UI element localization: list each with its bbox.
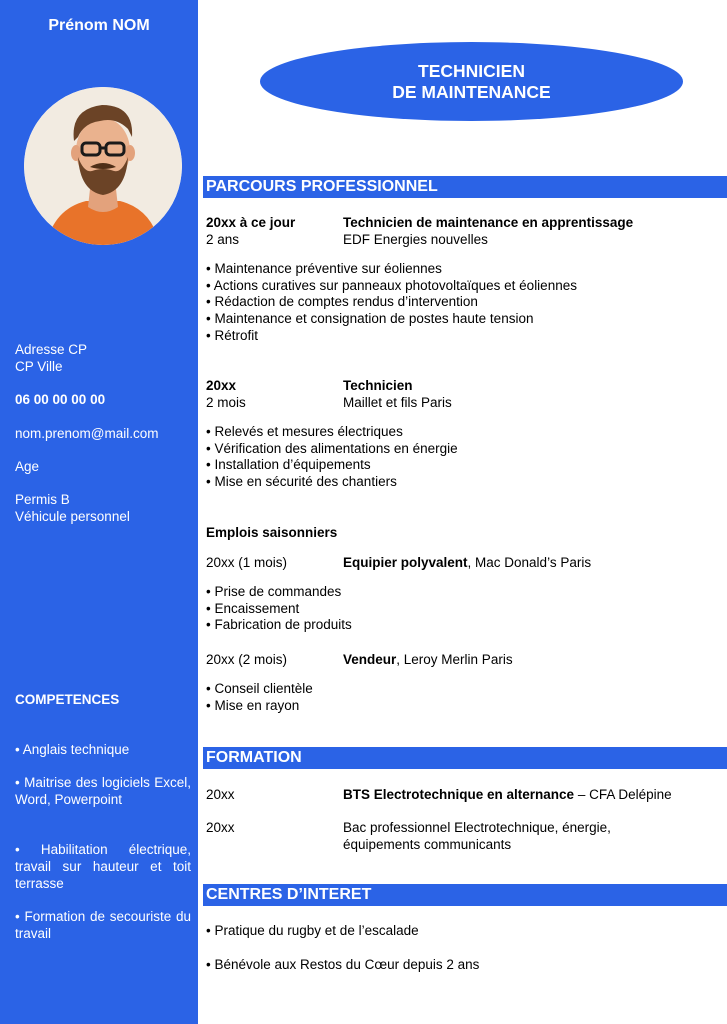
job-task: • Conseil clientèle <box>206 681 313 698</box>
job-period: 20xx (2 mois) <box>206 652 288 667</box>
job-title-line1: TECHNICIEN <box>418 60 525 81</box>
interest-item: • Pratique du rugby et de l’escalade <box>206 923 419 938</box>
section-experience-header: PARCOURS PROFESSIONNEL <box>203 176 727 198</box>
education-year: 20xx <box>206 787 235 802</box>
job-duration: 2 ans <box>206 232 240 247</box>
sidebar <box>0 0 198 1024</box>
job-task: • Actions curatives sur panneaux photovoltaïques et éoliennes <box>206 278 577 295</box>
job-title: Equipier polyvalent <box>343 555 468 570</box>
job-period: 20xx (1 mois) <box>206 555 288 570</box>
candidate-name: Prénom NOM <box>48 17 150 34</box>
job-task: • Maintenance préventive sur éoliennes <box>206 261 577 278</box>
education-degree-line1: Bac professionnel Electrotechnique, énergie, <box>343 820 611 835</box>
job-title-oval <box>260 42 683 121</box>
job-task-list <box>206 261 577 345</box>
seasonal-jobs-heading: Emplois saisonniers <box>206 525 338 540</box>
education-year: 20xx <box>206 820 235 835</box>
interest-item: • Bénévole aux Restos du Cœur depuis 2 ans <box>206 957 480 972</box>
degree-school: – CFA Delépine <box>574 787 672 802</box>
job-task: • Fabrication de produits <box>206 617 352 634</box>
section-interests-header: CENTRES D’INTERET <box>203 884 727 906</box>
job-task: • Mise en sécurité des chantiers <box>206 474 458 491</box>
education-degree <box>343 786 672 803</box>
job-task-list <box>206 424 458 491</box>
job-task: • Maintenance et consignation de postes haute tension <box>206 311 577 328</box>
job-title-line2: DE MAINTENANCE <box>392 81 551 102</box>
bearded-man-avatar-icon <box>24 87 182 245</box>
license-block <box>15 491 130 525</box>
age: Age <box>15 459 40 474</box>
license-line1: Permis B <box>15 492 70 507</box>
email-address: nom.prenom@mail.com <box>15 426 159 441</box>
job-task: • Relevés et mesures électriques <box>206 424 458 441</box>
job-title: Vendeur <box>343 652 397 667</box>
skill-item: • Formation de secouriste du travail <box>15 909 191 941</box>
degree-name: BTS Electrotechnique en alternance <box>343 787 575 802</box>
job-title-company <box>343 651 513 668</box>
job-duration: 2 mois <box>206 395 246 410</box>
job-task-list <box>206 681 313 714</box>
job-title-company <box>343 554 591 571</box>
address-line1: Adresse CP <box>15 342 88 357</box>
job-task: • Installation d’équipements <box>206 457 458 474</box>
skill-item: • Anglais technique <box>15 742 130 757</box>
job-company: EDF Energies nouvelles <box>343 232 488 247</box>
section-education-header: FORMATION <box>203 747 727 769</box>
address-line2: CP Ville <box>15 359 63 374</box>
phone-number: 06 00 00 00 00 <box>15 392 106 407</box>
skill-item: • Maitrise des logiciels Excel, Word, Powerpoint <box>15 775 191 807</box>
skills-heading: COMPETENCES <box>15 692 120 707</box>
job-task: • Vérification des alimentations en énergie <box>206 441 458 458</box>
job-company: , Mac Donald’s Paris <box>467 555 592 570</box>
job-task: • Encaissement <box>206 601 352 618</box>
job-task-list <box>206 584 352 634</box>
job-task: • Mise en rayon <box>206 698 313 715</box>
job-task: • Prise de commandes <box>206 584 352 601</box>
job-task: • Rétrofit <box>206 328 577 345</box>
address-block <box>15 341 87 375</box>
education-degree-line2: équipements communicants <box>343 837 512 852</box>
job-title: Technicien de maintenance en apprentissage <box>343 215 634 230</box>
job-period: 20xx <box>206 378 237 393</box>
job-task: • Rédaction de comptes rendus d’intervention <box>206 294 577 311</box>
skill-item: • Habilitation électrique, travail sur hauteur et toit terrasse <box>15 842 191 891</box>
job-company: Maillet et fils Paris <box>343 395 452 410</box>
job-company: , Leroy Merlin Paris <box>396 652 513 667</box>
job-title: Technicien <box>343 378 413 393</box>
avatar <box>24 87 182 245</box>
license-line2: Véhicule personnel <box>15 509 130 524</box>
job-period: 20xx à ce jour <box>206 215 296 230</box>
